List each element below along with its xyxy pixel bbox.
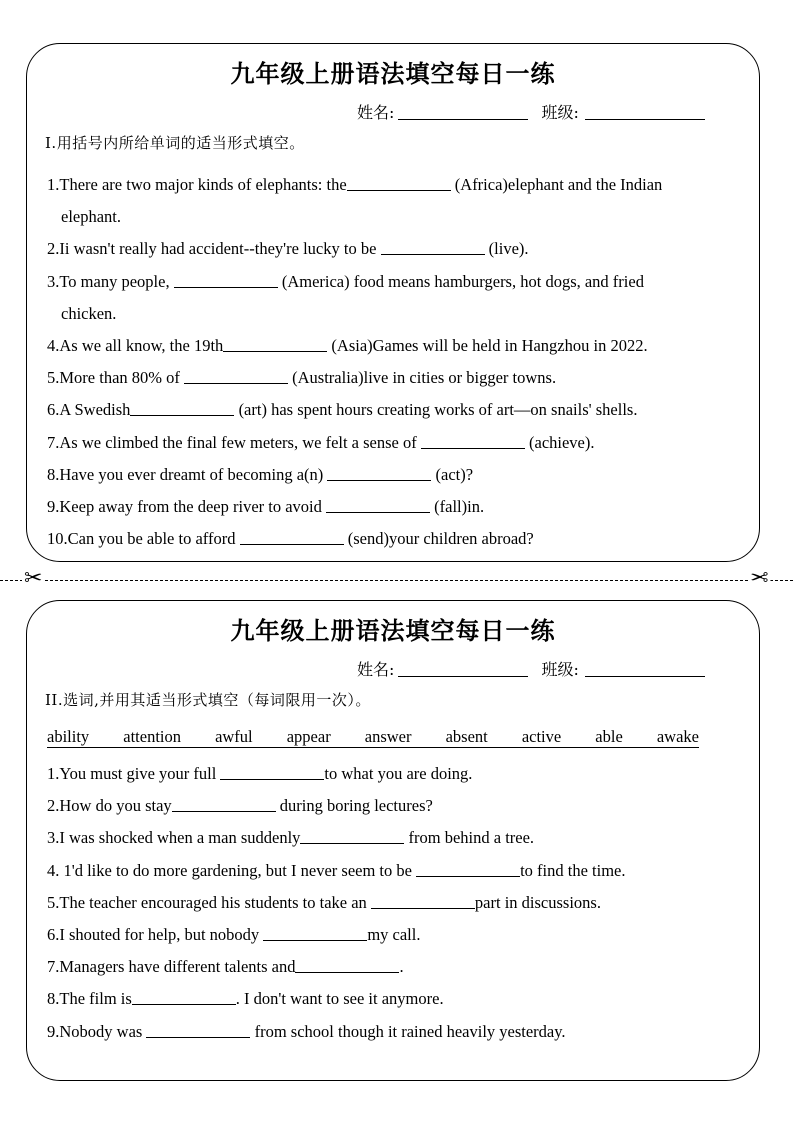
question-item: 2.How do you stay during boring lectures? [47,796,433,816]
answer-blank[interactable] [295,957,399,973]
scissors-icon: ✂ [750,566,769,591]
question-item: 8.Have you ever dreamt of becoming a(n) (act)? [47,464,474,484]
name-label: 姓名: [357,660,395,679]
instruction: II.选词,并用其适当形式填空（每词限用一次）。 [45,691,371,709]
word-bank-item: able [595,727,623,746]
question-item: 6.I shouted for help, but nobody my call. [47,925,421,945]
question-item: 9.Keep away from the deep river to avoid (fall)in. [47,497,485,517]
word-bank [47,727,699,748]
name-class-row [357,657,705,680]
word-bank-item: ability [47,727,90,746]
answer-blank[interactable] [146,1022,250,1038]
answer-blank[interactable] [172,796,276,812]
question-item: 8.The film is . I don't want to see it anymore. [47,989,444,1009]
word-bank-item: active [521,727,562,746]
answer-blank[interactable] [327,465,431,481]
name-field[interactable] [398,662,528,677]
answer-blank[interactable] [184,368,288,384]
answer-blank[interactable] [381,239,485,255]
cut-line [0,580,793,583]
word-bank-item: absent [445,727,488,746]
answer-blank[interactable] [132,989,236,1005]
question-item: 9.Nobody was from school though it rained heavily yesterday. [47,1021,566,1041]
class-field[interactable] [585,662,705,677]
exercise-card-1 [26,43,760,562]
answer-blank[interactable] [174,272,278,288]
question-item: 1.You must give your full to what you are doing. [47,764,473,783]
answer-blank[interactable] [240,529,344,545]
word-bank-item: awake [656,727,699,746]
question-list [47,758,743,1048]
question-item: 1.There are two major kinds of elephants: the (Africa)elephant and the Indian elephant. [47,175,663,227]
answer-blank[interactable] [300,828,404,844]
card-title: 九年级上册语法填空每日一练 [230,616,556,645]
question-item: 3.I was shocked when a man suddenly from behind a tree. [47,828,535,848]
question-item: 5.The teacher encouraged his students to take an part in discussions. [47,892,601,912]
exercise-card-2 [26,600,760,1081]
class-field[interactable] [585,105,705,120]
answer-blank[interactable] [416,861,520,877]
answer-blank[interactable] [263,925,367,941]
answer-blank[interactable] [220,764,324,780]
question-item: 10.Can you be able to afford (send)your children abroad? [47,529,534,549]
question-item: 7.As we climbed the final few meters, we felt a sense of (achieve). [47,432,595,452]
answer-blank[interactable] [347,175,451,191]
question-item: 5.More than 80% of (Australia)live in cities or bigger towns. [47,368,557,388]
class-label: 班级: [541,660,579,679]
name-class-row [357,100,705,123]
word-bank-item: awful [215,727,253,746]
name-field[interactable] [398,105,528,120]
question-item: 3.To many people, (America) food means hamburgers, hot dogs, and fried chicken. [47,271,644,323]
word-bank-item: attention [123,727,181,746]
word-bank-item: answer [364,727,412,746]
question-item: 7.Managers have different talents and . [47,957,404,977]
instruction: I.用括号内所给单词的适当形式填空。 [45,134,305,152]
answer-blank[interactable] [130,400,234,416]
answer-blank[interactable] [223,336,327,352]
name-label: 姓名: [357,103,395,122]
scissors-icon: ✂ [24,566,43,591]
answer-blank[interactable] [421,433,525,449]
question-item: 2.Ii wasn't really had accident--they're lucky to be (live). [47,239,529,259]
class-label: 班级: [541,103,579,122]
word-bank-item: appear [286,727,331,746]
question-item: 4. 1'd like to do more gardening, but I never seem to be to find the time. [47,860,626,880]
question-item: 4.As we all know, the 19th (Asia)Games will be held in Hangzhou in 2022. [47,336,648,356]
answer-blank[interactable] [371,893,475,909]
question-list [47,169,743,555]
question-item: 6.A Swedish (art) has spent hours creating works of art—on snails' shells. [47,400,638,420]
card-title: 九年级上册语法填空每日一练 [230,59,556,88]
answer-blank[interactable] [326,497,430,513]
